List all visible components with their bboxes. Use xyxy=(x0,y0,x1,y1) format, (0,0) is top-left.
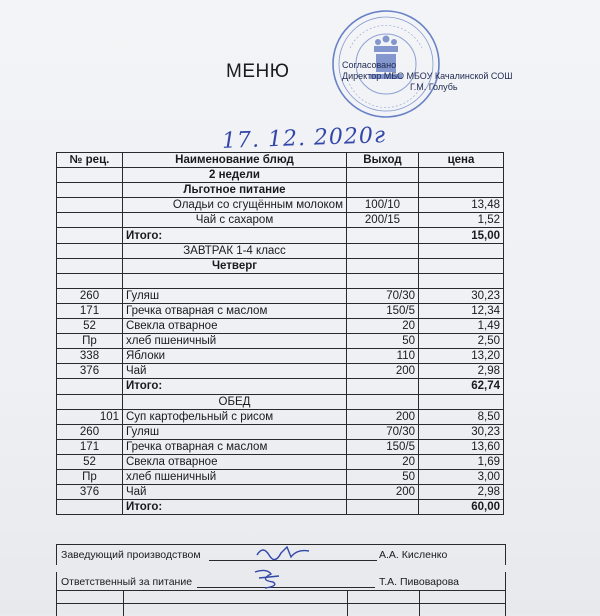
row-yield: 200 xyxy=(347,485,419,500)
table-row xyxy=(57,349,504,364)
approval-line-1: Согласовано xyxy=(342,60,397,70)
empty-row xyxy=(57,603,505,604)
row-name: Яблоки xyxy=(123,349,347,364)
row-name: Гречка отварная с маслом xyxy=(123,439,347,454)
total-label: Итого: xyxy=(123,228,347,243)
row-rec: 376 xyxy=(57,485,123,500)
breakfast-total-row xyxy=(57,379,504,394)
table-row xyxy=(57,485,504,500)
total-label: Итого: xyxy=(123,379,347,394)
row-rec: Пр xyxy=(57,469,123,484)
row-rec xyxy=(57,198,123,213)
table-row xyxy=(57,213,504,228)
row-price: 1,69 xyxy=(419,454,504,469)
row-rec: Пр xyxy=(57,334,123,349)
table-row xyxy=(57,288,504,303)
approval-block xyxy=(342,60,512,93)
row-name: Свекла отварное xyxy=(123,319,347,334)
row-price: 8,50 xyxy=(419,409,504,424)
row-rec: 171 xyxy=(57,303,123,318)
row-name: Гречка отварная с маслом xyxy=(123,303,347,318)
row-rec: 52 xyxy=(57,454,123,469)
handwritten-signature-icon xyxy=(253,541,313,565)
empty-table-fragment xyxy=(56,590,506,616)
row-yield: 20 xyxy=(347,319,419,334)
row-rec: 338 xyxy=(57,349,123,364)
breakfast-title: ЗАВТРАК 1-4 класс xyxy=(123,243,347,258)
row-name: Оладьи со сгущённым молоком xyxy=(123,198,347,213)
column-divider xyxy=(347,591,348,616)
week-row xyxy=(57,168,504,183)
table-row xyxy=(57,334,504,349)
row-rec: 52 xyxy=(57,319,123,334)
lunch-title: ОБЕД xyxy=(123,394,347,409)
responsible-name: Т.А. Пивоварова xyxy=(379,576,459,588)
row-price: 3,00 xyxy=(419,469,504,484)
handwritten-signature-icon xyxy=(249,566,289,592)
row-yield: 20 xyxy=(347,454,419,469)
responsible-signature-line xyxy=(56,572,506,592)
row-name: хлеб пшеничный xyxy=(123,469,347,484)
approval-line-2: Директор МБО МБОУ Качалинской СОШ xyxy=(342,71,513,81)
row-name: Чай xyxy=(123,364,347,379)
table-row xyxy=(57,469,504,484)
week-label: 2 недели xyxy=(123,168,347,183)
breakfast-title-row xyxy=(57,243,504,258)
row-price: 12,34 xyxy=(419,303,504,318)
table-row xyxy=(57,439,504,454)
day-row xyxy=(57,258,504,273)
row-name: Свекла отварное xyxy=(123,454,347,469)
table-header-row xyxy=(57,153,504,168)
column-divider xyxy=(419,591,420,616)
row-yield: 200/15 xyxy=(347,213,419,228)
row-rec: 260 xyxy=(57,288,123,303)
table-row xyxy=(57,454,504,469)
row-price: 30,23 xyxy=(419,424,504,439)
row-yield: 150/5 xyxy=(347,303,419,318)
row-name: Гуляш xyxy=(123,424,347,439)
row-yield: 100/10 xyxy=(347,198,419,213)
row-price: 13,48 xyxy=(419,198,504,213)
row-name: Чай с сахаром xyxy=(123,213,347,228)
row-name: Суп картофельный с рисом xyxy=(123,409,347,424)
benefit-total-row xyxy=(57,228,504,243)
table-row xyxy=(57,303,504,318)
table-row xyxy=(57,319,504,334)
row-name: Гуляш xyxy=(123,288,347,303)
row-price: 2,50 xyxy=(419,334,504,349)
row-yield: 110 xyxy=(347,349,419,364)
menu-table xyxy=(56,152,504,515)
approval-line-3: Г.М. Голубь xyxy=(410,82,458,92)
row-price: 2,98 xyxy=(419,364,504,379)
table-row xyxy=(57,409,504,424)
page-title: МЕНЮ xyxy=(226,61,290,82)
row-price: 13,20 xyxy=(419,349,504,364)
responsible-label: Ответственный за питание xyxy=(61,576,193,588)
row-price: 2,98 xyxy=(419,485,504,500)
table-row xyxy=(57,364,504,379)
manager-name: А.А. Кисленко xyxy=(379,549,448,561)
table-row xyxy=(57,198,504,213)
row-rec: 101 xyxy=(57,409,123,424)
day-label: Четверг xyxy=(123,258,347,273)
lunch-total-row xyxy=(57,500,504,515)
total-value: 62,74 xyxy=(419,379,504,394)
total-value: 15,00 xyxy=(419,228,504,243)
row-rec: 260 xyxy=(57,424,123,439)
column-header-name: Наименование блюд xyxy=(123,153,347,168)
row-name: Чай xyxy=(123,485,347,500)
column-header-yield: Выход xyxy=(347,153,419,168)
column-divider xyxy=(123,591,124,616)
row-name: хлеб пшеничный xyxy=(123,334,347,349)
handwritten-date: 17. 12. 2020г xyxy=(221,123,387,154)
row-price: 1,52 xyxy=(419,213,504,228)
row-yield: 200 xyxy=(347,364,419,379)
row-rec xyxy=(57,213,123,228)
total-value: 60,00 xyxy=(419,500,504,515)
row-yield: 70/30 xyxy=(347,288,419,303)
row-yield: 50 xyxy=(347,334,419,349)
row-yield: 200 xyxy=(347,409,419,424)
lunch-title-row xyxy=(57,394,504,409)
manager-signature-line xyxy=(56,544,506,565)
benefit-title: Льготное питание xyxy=(123,183,347,198)
table-row xyxy=(57,424,504,439)
column-header-rec: № рец. xyxy=(57,153,123,168)
manager-label: Заведующий производством xyxy=(61,549,201,561)
row-price: 1,49 xyxy=(419,319,504,334)
row-yield: 50 xyxy=(347,469,419,484)
row-yield: 70/30 xyxy=(347,424,419,439)
row-price: 30,23 xyxy=(419,288,504,303)
total-label: Итого: xyxy=(123,500,347,515)
benefit-title-row xyxy=(57,183,504,198)
row-price: 13,60 xyxy=(419,439,504,454)
row-rec: 171 xyxy=(57,439,123,454)
row-yield: 150/5 xyxy=(347,439,419,454)
column-header-price: цена xyxy=(419,153,504,168)
row-rec: 376 xyxy=(57,364,123,379)
empty-row xyxy=(57,273,504,288)
